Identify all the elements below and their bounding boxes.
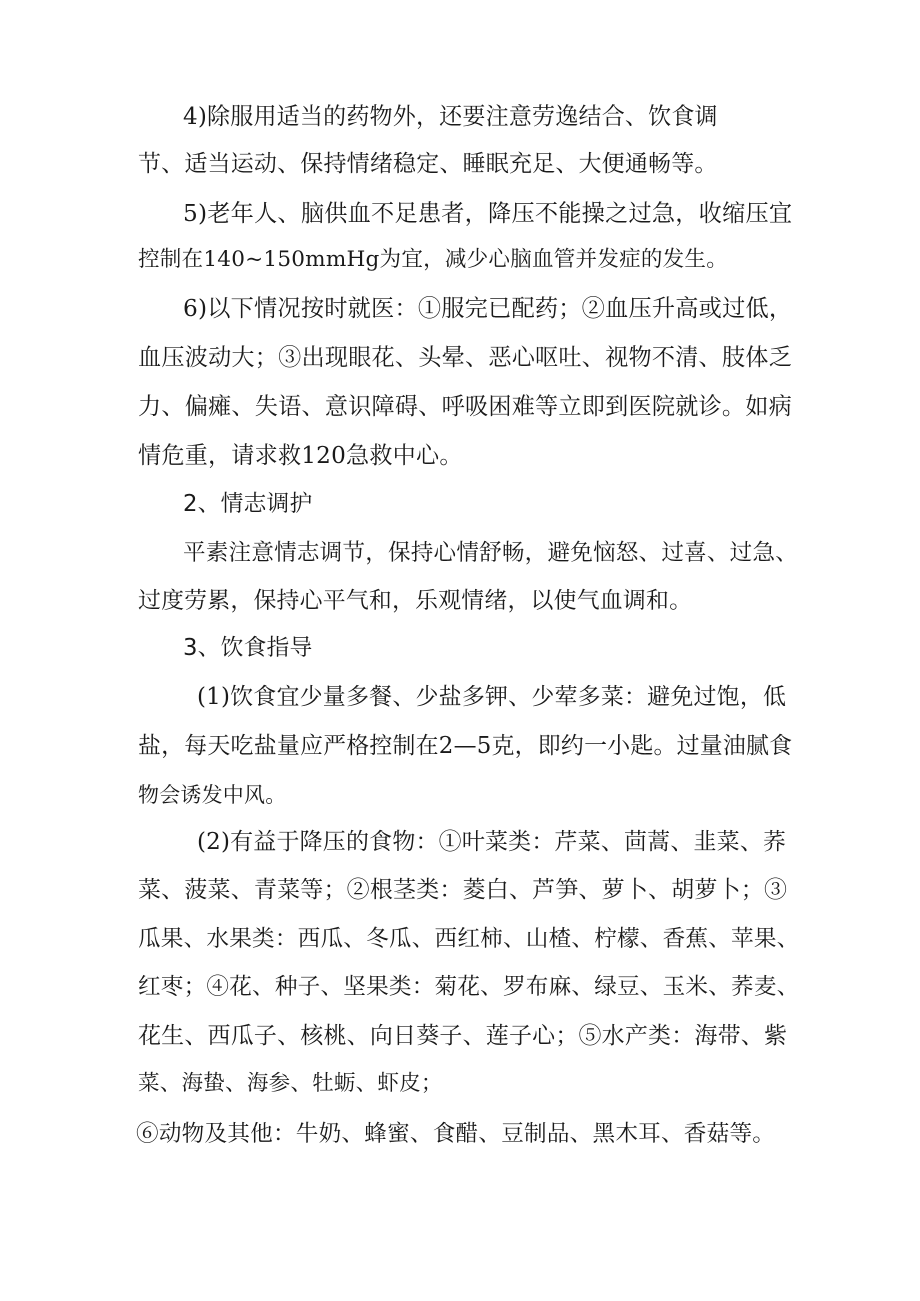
text-line-diet2-5: 花生、西瓜子、核桃、向日葵子、莲子心；⑤水产类：海带、紫 xyxy=(138,1023,788,1049)
text-line-5-1: 5)老年人、脑供血不足患者，降压不能操之过急，收缩压宜 xyxy=(183,200,793,227)
text-line-6-1: 6)以下情况按时就医：①服完已配药；②血压升高或过低， xyxy=(183,295,793,322)
text-line-emotion-1: 平素注意情志调节，保持心情舒畅，避免恼怒、过喜、过急、 xyxy=(183,540,799,566)
text-line-diet1-1: (1)饮食宜少量多餐、少盐多钾、少荤多菜：避免过饱，低 xyxy=(197,684,787,710)
text-line-6-3: 力、偏瘫、失语、意识障碍、呼吸困难等立即到医院就诊。如病 xyxy=(138,394,792,420)
text-line-diet2-2: 菜、菠菜、青菜等；②根茎类：菱白、芦笋、萝卜、胡萝卜；③ xyxy=(138,877,788,903)
text-line-diet1-3: 物会诱发中风。 xyxy=(138,783,287,807)
text-line-diet2-4: 红枣；④花、种子、坚果类：菊花、罗布麻、绿豆、玉米、荞麦、 xyxy=(138,974,800,1000)
text-line-diet2-3: 瓜果、水果类：西瓜、冬瓜、西红柿、山楂、柠檬、香蕉、苹果、 xyxy=(138,926,800,952)
text-line-5-2: 控制在140~150mmHg为宜，减少心脑血管并发症的发生。 xyxy=(138,247,728,272)
text-line-4-1: 4)除服用适当的药物外，还要注意劳逸结合、饮食调 xyxy=(183,104,718,130)
text-line-diet2-7: ⑥动物及其他：牛奶、蜂蜜、食醋、豆制品、黑木耳、香菇等。 xyxy=(136,1121,776,1147)
text-line-6-4: 情危重，请求救120急救中心。 xyxy=(138,443,463,469)
section-heading-diet-guidance: 3、饮食指导 xyxy=(183,635,313,661)
text-line-diet1-2: 盐，每天吃盐量应严格控制在2—5克，即约一小匙。过量油腻食 xyxy=(138,733,793,759)
text-line-diet2-1: (2)有益于降压的食物：①叶菜类：芹菜、茴蒿、韭菜、荞 xyxy=(197,829,787,855)
text-line-diet2-6: 菜、海蛰、海参、牡蛎、虾皮； xyxy=(138,1071,443,1096)
text-line-emotion-2: 过度劳累，保持心平气和，乐观情绪，以使气血调和。 xyxy=(138,588,693,614)
text-line-6-2: 血压波动大；③出现眼花、头晕、恶心呕吐、视物不清、肢体乏 xyxy=(138,345,792,371)
text-line-4-2: 节、适当运动、保持情绪稳定、睡眠充足、大便通畅等。 xyxy=(138,151,718,177)
section-heading-emotional-care: 2、情志调护 xyxy=(183,491,313,517)
